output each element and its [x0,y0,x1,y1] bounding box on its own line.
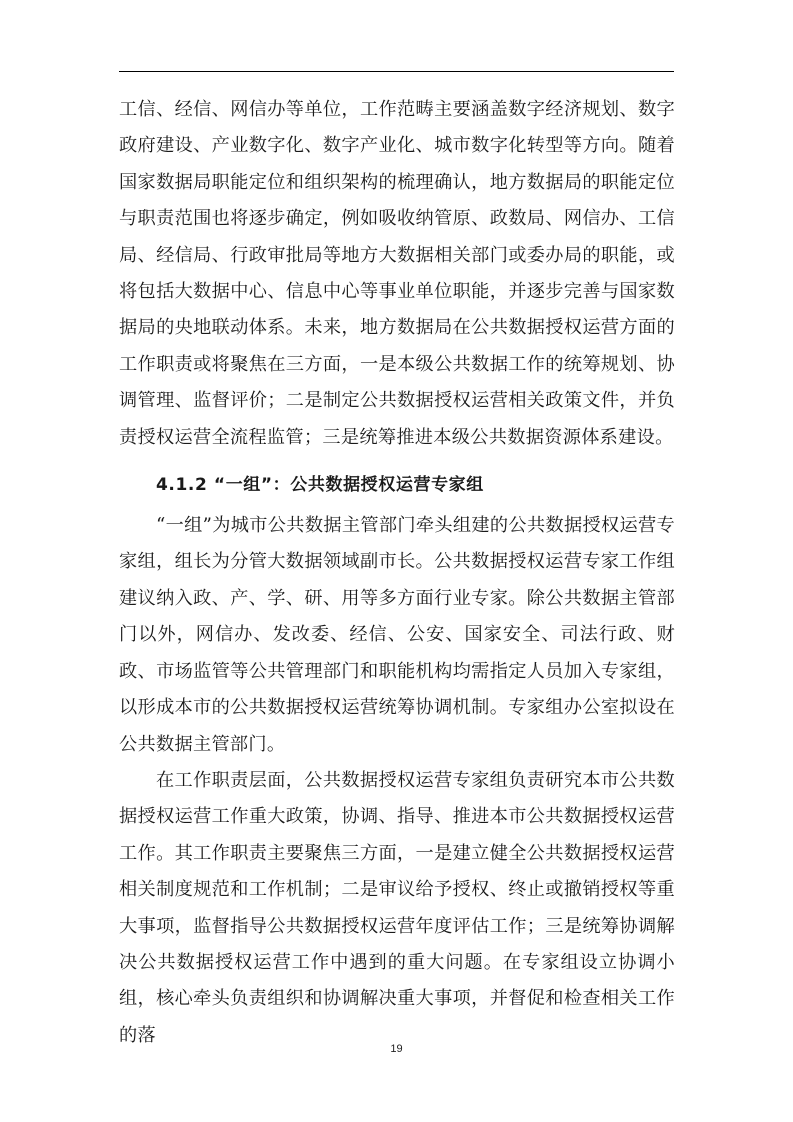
page-body [119,92,675,1054]
section-heading: 4.1.2 “一组”：公共数据授权运营专家组 [156,475,484,496]
paragraph-local-data-bureau: 工信、经信、网信办等单位，工作范畴主要涵盖数字经济规划、数字政府建设、产业数字化、数字产业化、城市数字化转型等方向。随着国家数据局职能定位和组织架构的梳理确认，地方数据局的职能定位与职责范围也将逐步确定，例如吸收纳管原、政数局、网信办、工信局、经信局、行政审批局等地方大数据相关部门或委办局的职能，或将包括大数据中心、信息中心等事业单位职能，并逐步完善与国家数据局的央地联动体系。未来，地方数据局在公共数据授权运营方面的工作职责或将聚焦在三方面，一是本级公共数据工作的统筹规划、协调管理、监督评价；二是制定公共数据授权运营相关政策文件，并负责授权运营全流程监管；三是统筹推进本级公共数据资源体系建设。 [119,99,675,448]
paragraph-expert-group-intro: “一组”为城市公共数据主管部门牵头组建的公共数据授权运营专家组，组长为分管大数据领域副市长。公共数据授权运营专家工作组建议纳入政、产、学、研、用等多方面行业专家。除公共数据主管部门以外，网信办、发改委、经信、公安、国家安全、司法行政、财政、市场监管等公共管理部门和职能机构均需指定人员加入专家组，以形成本市的公共数据授权运营统筹协调机制。专家组办公室拟设在公共数据主管部门。 [119,515,675,755]
page-number: 19 [390,1043,403,1055]
paragraph-expert-group-duties: 在工作职责层面，公共数据授权运营专家组负责研究本市公共数据授权运营工作重大政策，协调、指导、推进本市公共数据授权运营工作。其工作职责主要聚焦三方面，一是建立健全公共数据授权运营相关制度规范和工作机制；二是审议给予授权、终止或撤销授权等重大事项，监督指导公共数据授权运营年度评估工作；三是统筹协调解决公共数据授权运营工作中遇到的重大问题。在专家组设立协调小组，核心牵头负责组织和协调解决重大事项，并督促和检查相关工作的落 [119,769,675,1046]
header-rule [119,71,674,72]
